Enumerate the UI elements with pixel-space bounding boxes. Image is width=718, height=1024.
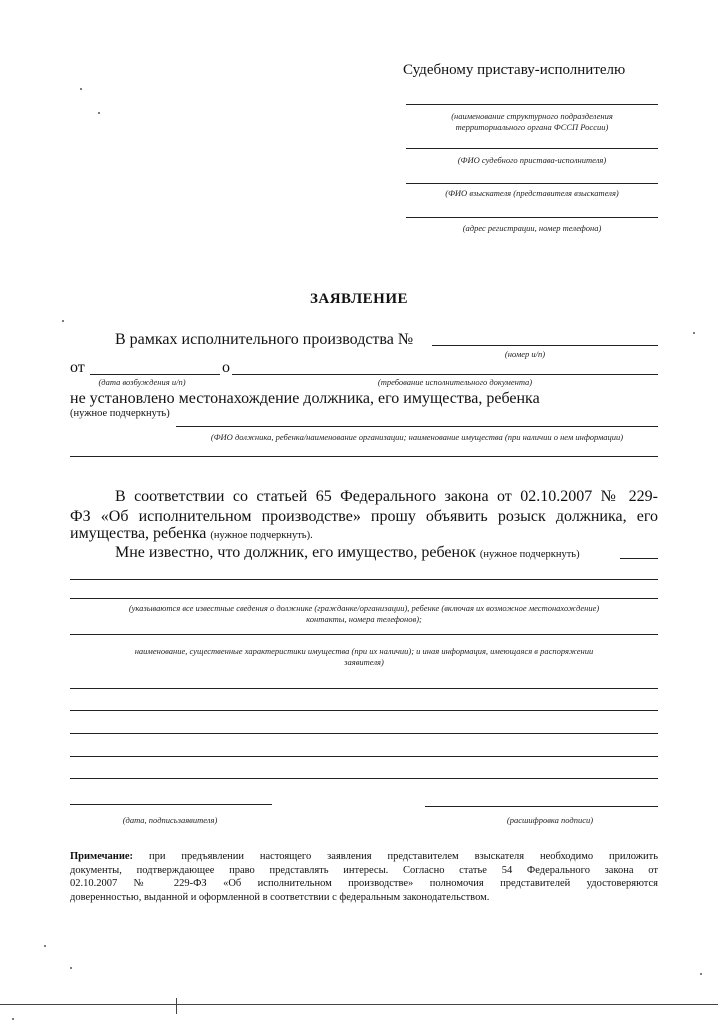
note-block — [70, 850, 658, 904]
page-title: ЗАЯВЛЕНИЕ — [309, 291, 409, 307]
bailiff-line[interactable] — [406, 148, 658, 149]
blank-line-1[interactable] — [70, 688, 658, 689]
claimant-caption: (ФИО взыскателя (представителя взыскателя) — [445, 188, 619, 198]
para2-fill-line[interactable] — [620, 558, 658, 559]
decode-line[interactable] — [425, 806, 658, 807]
scan-speck — [700, 973, 702, 975]
blank-line-2[interactable] — [70, 710, 658, 711]
scan-speck — [62, 320, 64, 322]
date-line[interactable] — [90, 374, 220, 375]
info-line-2[interactable] — [70, 598, 658, 599]
blank-line-4[interactable] — [70, 756, 658, 757]
note-line-2: документы, подтверждающее право представлять интересы. Согласно статье 54 Федерального закона от — [70, 864, 658, 876]
blank-line-3[interactable] — [70, 733, 658, 734]
para2-line — [115, 544, 580, 562]
names-line-2[interactable] — [70, 456, 658, 457]
requirement-caption: (требование исполнительного документа) — [377, 377, 533, 387]
scan-speck — [98, 112, 100, 114]
decode-caption: (расшифровка подписи) — [506, 815, 594, 825]
case-number-caption: (номер и/п) — [504, 349, 546, 359]
requirement-line[interactable] — [232, 374, 658, 375]
names-line[interactable] — [176, 426, 658, 427]
info-caption-line1: (указываются все известные сведения о должнике (гражданке/организации), ребенке (включая их возможное местонахождение) — [128, 603, 600, 613]
info-caption-line2: контакты, номера телефонов); — [306, 614, 422, 624]
case-number-line[interactable] — [432, 345, 658, 346]
note-line-4: доверенностью, выданной и оформленной в соответствии с федеральным законодательством. — [70, 891, 490, 903]
unit-line[interactable] — [406, 104, 658, 105]
para1-line1: В соответствии со статьей 65 Федерального закона от 02.10.2007 № 229- — [115, 488, 658, 505]
para1-line3-text: имущества, ребенка — [70, 525, 207, 542]
case-number-text: В рамках исполнительного производства № — [115, 331, 414, 348]
property-caption-line2: заявителя) — [344, 657, 384, 667]
blank-line-5[interactable] — [70, 778, 658, 779]
para2-text: Мне известно, что должник, его имущество, ребенок — [115, 544, 476, 561]
info-line-1[interactable] — [70, 579, 658, 580]
info-caption — [70, 603, 658, 625]
scan-speck — [12, 1018, 14, 1020]
underline-hint-1: (нужное подчеркнуть) — [70, 408, 170, 419]
scan-tick — [176, 998, 177, 1014]
scan-speck — [693, 332, 695, 334]
note-line-1-text: при предъявлении настоящего заявления представителем взыскателя необходимо приложить — [148, 851, 659, 862]
address-line[interactable] — [406, 217, 658, 218]
not-found-text: не установлено местонахождение должника, его имущества, ребенка — [70, 390, 540, 407]
scan-speck — [70, 967, 72, 969]
date-caption: (дата возбуждения и/п) — [98, 377, 186, 387]
o-word: о — [222, 359, 230, 376]
info-line-3[interactable] — [70, 634, 658, 635]
scan-speck — [44, 945, 46, 947]
property-caption — [70, 646, 658, 668]
date-sign-caption: (дата, подписьзаявителя) — [122, 815, 218, 825]
bailiff-caption: (ФИО судебного пристава-исполнителя) — [457, 155, 607, 165]
scan-bottom-rule — [0, 1004, 718, 1005]
address-caption: (адрес регистрации, номер телефона) — [462, 223, 602, 233]
unit-caption-line1: (наименование структурного подразделения — [451, 111, 613, 121]
note-line-1 — [70, 850, 658, 864]
para1-line2: ФЗ «Об исполнительном производстве» прошу объявить розыск должника, его — [70, 508, 658, 525]
underline-hint-3: (нужное подчеркнуть) — [479, 549, 580, 560]
para1-line3 — [70, 525, 313, 543]
claimant-line[interactable] — [406, 183, 658, 184]
unit-caption — [406, 111, 658, 133]
unit-caption-line2: территориального органа ФССП России) — [455, 122, 609, 132]
note-line-3: 02.10.2007 № 229-ФЗ «Об исполнительном производстве» полномочия представителей удостоверяются — [70, 878, 658, 889]
property-caption-line1: наименование, существенные характеристики имущества (при их наличии); и иная информация, имеющаяся в распоряжении — [134, 646, 594, 656]
date-sign-line[interactable] — [70, 804, 272, 805]
from-word: от — [70, 359, 85, 376]
note-label: Примечание: — [70, 851, 134, 862]
scan-speck — [80, 88, 82, 90]
names-caption: (ФИО должника, ребенка/наименование организации; наименование имущества (при наличии о нем информации) — [210, 432, 624, 442]
underline-hint-2: (нужное подчеркнуть). — [210, 530, 313, 541]
addressee-title: Судебному приставу-исполнителю — [403, 62, 626, 78]
